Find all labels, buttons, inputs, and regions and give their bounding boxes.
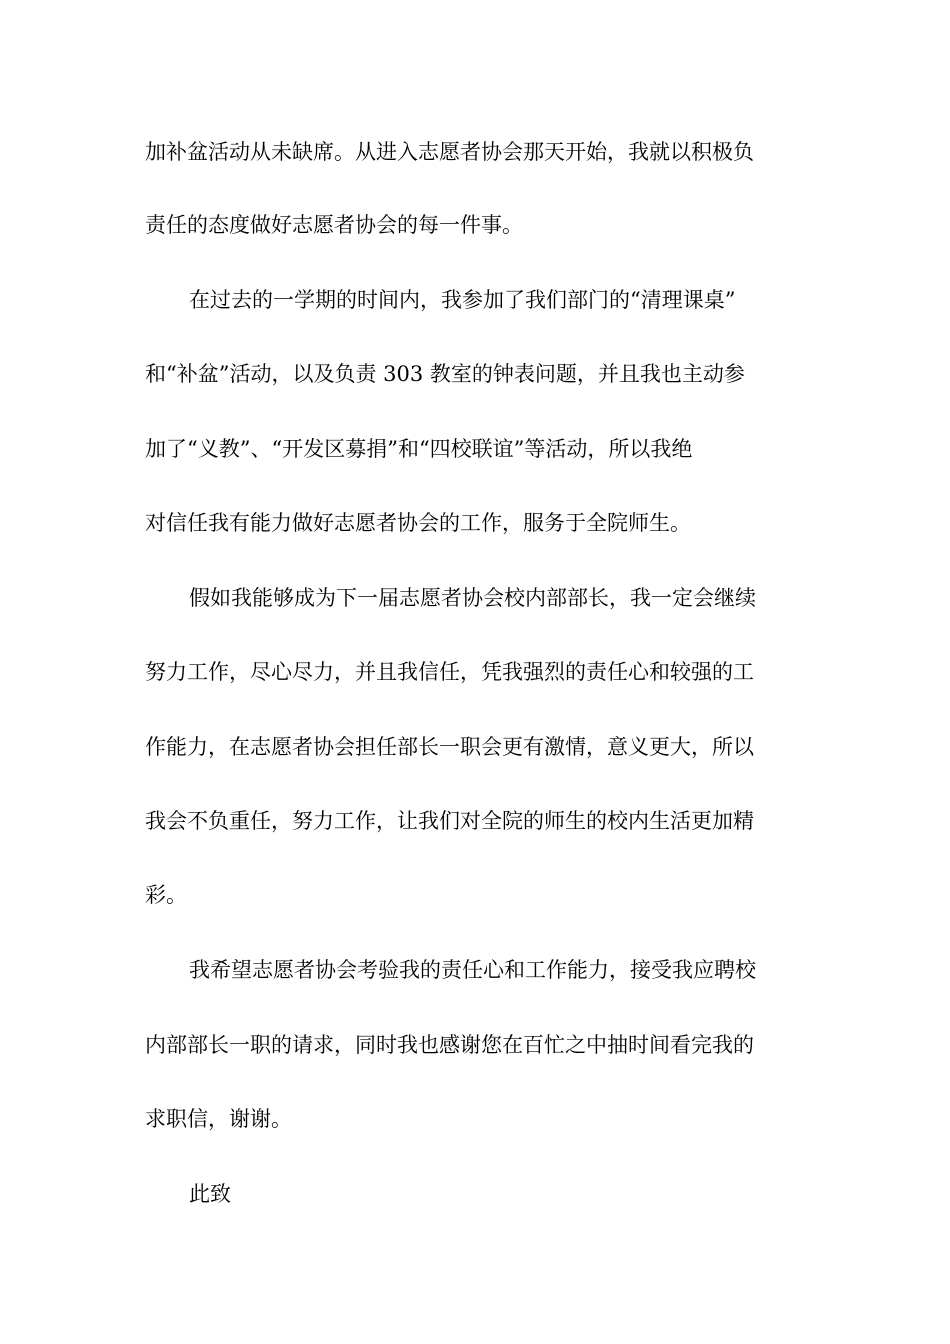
paragraph-line: 我希望志愿者协会考验我的责任心和工作能力，接受我应聘校 — [189, 958, 756, 982]
paragraph-line: 我会不负重任，努力工作，让我们对全院的师生的校内生活更加精 — [145, 809, 754, 833]
paragraph-line: 对信任我有能力做好志愿者协会的工作，服务于全院师生。 — [145, 511, 691, 535]
paragraph-line: 假如我能够成为下一届志愿者协会校内部部长，我一定会继续 — [189, 586, 756, 610]
paragraph-line: 求职信，谢谢。 — [145, 1107, 292, 1131]
paragraph-line: 加了“义教”、“开发区募捐”和“四校联谊”等活动，所以我绝 — [145, 437, 693, 461]
paragraph-line: 在过去的一学期的时间内，我参加了我们部门的“清理课桌” — [189, 288, 736, 312]
closing-line: 此致 — [189, 1182, 231, 1206]
paragraph-line: 内部部长一职的请求，同时我也感谢您在百忙之中抽时间看完我的 — [145, 1033, 754, 1057]
paragraph-line: 加补盆活动从未缺席。从进入志愿者协会那天开始，我就以积极负 — [145, 140, 754, 164]
paragraph-line: 责任的态度做好志愿者协会的每一件事。 — [145, 213, 523, 237]
paragraph-line: 作能力，在志愿者协会担任部长一职会更有激情，意义更大，所以 — [145, 735, 754, 759]
paragraph-line: 和“补盆”活动，以及负责 303 教室的钟表问题，并且我也主动参 — [145, 362, 745, 386]
paragraph-line: 努力工作，尽心尽力，并且我信任，凭我强烈的责任心和较强的工 — [145, 660, 754, 684]
paragraph-line: 彩。 — [145, 883, 187, 907]
